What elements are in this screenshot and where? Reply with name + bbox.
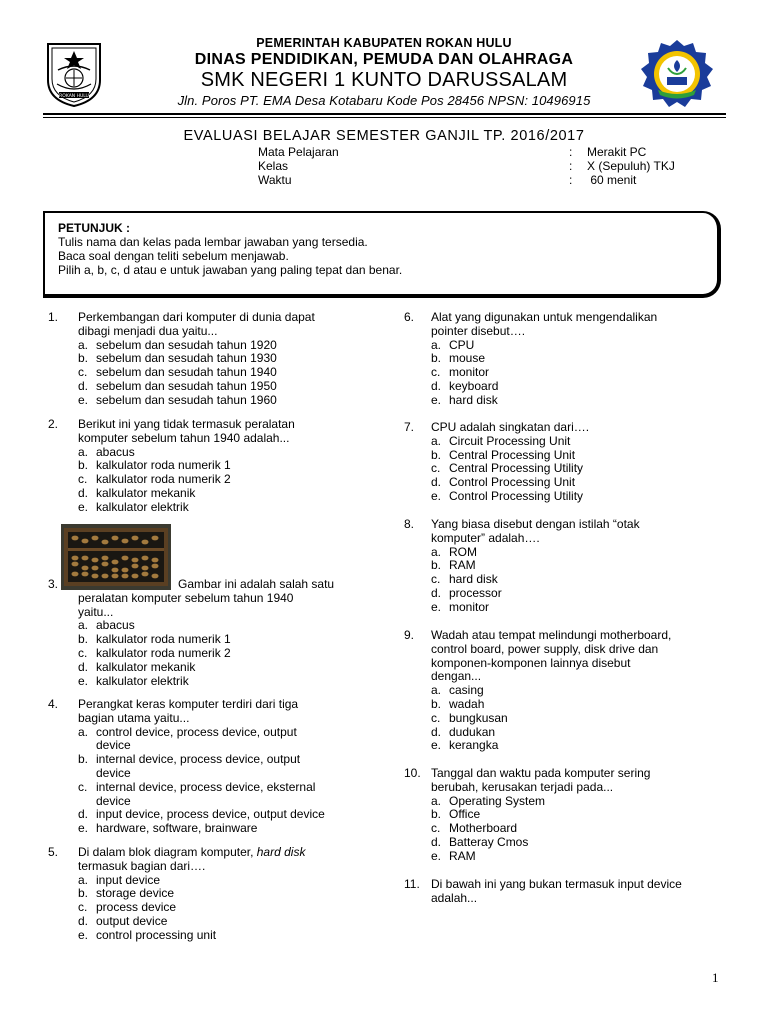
question-number: 9. [404,628,415,642]
instruction-line: Baca soal dengan teliti sebelum menjawab. [58,249,289,263]
option-d: d. sebelum dan sesudah tahun 1950 [78,378,277,393]
option-c: c. Central Processing Utility [431,461,584,476]
option-e: e. control processing unit [78,927,217,942]
option-a: a. input device [78,872,161,887]
option-b: b. Central Processing Unit [431,447,576,462]
question-stem-line: Yang biasa disebut dengan istilah “otak [431,517,640,531]
header-address: Jln. Poros PT. EMA Desa Kotabaru Kode Pos 28456 NPSN: 10496915 [177,93,591,108]
question-number: 10. [404,766,421,780]
question-stem-line: komponen-komponen lainnya disebut [431,655,631,670]
question-stem-line: CPU adalah singkatan dari…. [431,420,590,434]
instruction-line: Pilih a, b, c, d atau e untuk jawaban yang paling tepat dan benar. [58,263,403,277]
question-stem-line: Di bawah ini yang bukan termasuk input device [431,877,682,891]
question-stem-line: komputer sebelum tahun 1940 adalah... [78,430,290,445]
svg-text:ROKAN HULU: ROKAN HULU [59,94,89,99]
question-5 [48,846,388,943]
option-d: d. Control Processing Unit [431,475,576,490]
option-c: c. sebelum dan sesudah tahun 1940 [78,365,277,380]
instructions-title: PETUNJUK : [58,221,131,235]
header-department: DINAS PENDIDIKAN, PEMUDA DAN OLAHRAGA [194,51,574,68]
option-a: a. control device, process device, output device [78,724,297,753]
option-a: a. abacus [78,618,135,633]
option-c: c. internal device, process device, eksternal device [78,779,316,808]
header-government: PEMERINTAH KABUPATEN ROKAN HULU [256,36,512,50]
option-a: a. ROM [431,544,477,559]
option-e: e. hardware, software, brainware [78,821,258,836]
instruction-line: Tulis nama dan kelas pada lembar jawaban yang tersedia. [58,235,368,249]
question-stem-line: Perangkat keras komputer terdiri dari tiga [78,697,299,711]
option-c: c. kalkulator roda numerik 2 [78,645,231,660]
question-stem-line: bagian utama yaitu... [78,710,190,725]
question-2 [48,418,388,515]
instructions [58,221,402,277]
question-7 [404,421,734,504]
exam-meta-time-sep: : [569,173,573,187]
option-e: e. sebelum dan sesudah tahun 1960 [78,392,277,407]
header-school: SMK NEGERI 1 KUNTO DARUSSALAM [200,69,568,91]
option-b: b. sebelum dan sesudah tahun 1930 [78,351,277,366]
question-stem-line: Di dalam blok diagram komputer, hard disk [78,845,306,859]
exam-meta-time-value: 60 menit [587,173,637,187]
meta-label: Waktu [258,173,292,187]
option-d: d. input device, process device, output device [78,807,325,822]
question-3 [48,578,388,688]
question-stem-line: Wadah atau tempat melindungi motherboard, [431,628,672,642]
question-stem-line: adalah... [431,890,478,905]
question-number: 4. [48,697,59,711]
exam-meta-subject-value: Merakit PC [587,145,647,159]
option-b: b. storage device [78,886,175,901]
option-b: b. kalkulator roda numerik 1 [78,458,231,473]
question-number: 1. [48,310,59,324]
question-11 [404,878,734,906]
option-e: e. kalkulator elektrik [78,499,189,514]
option-b: b. internal device, process device, output device [78,752,301,780]
question-stem-line: yaitu... [78,604,114,619]
option-e: e. Control Processing Utility [431,488,584,503]
exam-meta-class-value: X (Sepuluh) TKJ [587,159,675,173]
question-stem-line: berubah, kerusakan terjadi pada... [431,779,614,794]
option-c: c. process device [78,900,177,915]
option-a: a. casing [431,683,484,698]
meta-label: Mata Pelajaran [258,145,339,159]
question-stem-line: dengan... [431,669,482,684]
option-e: e. RAM [431,848,476,863]
option-c: c. Motherboard [431,821,518,836]
option-e: e. kalkulator elektrik [78,673,189,688]
question-10 [404,767,734,864]
question-number: 6. [404,310,415,324]
option-d: d. kalkulator mekanik [78,485,196,500]
option-e: e. kerangka [431,738,499,753]
option-c: c. monitor [431,365,490,380]
option-d: d. output device [78,913,168,928]
question-number: 5. [48,845,59,859]
question-1 [48,311,388,408]
question-stem-line: komputer” adalah…. [431,530,540,545]
option-a: a. sebelum dan sesudah tahun 1920 [78,337,277,352]
exam-meta-class [258,159,288,173]
header-rule-thin [43,117,726,118]
exam-meta-subject [258,145,339,159]
question-4 [48,698,388,836]
question-stem-line: peralatan komputer sebelum tahun 1940 [78,590,294,605]
option-b: b. RAM [431,558,476,573]
option-b: b. wadah [431,696,485,711]
emphasis: hard disk [256,845,306,859]
option-a: a. CPU [431,337,475,352]
option-c: c. kalkulator roda numerik 2 [78,472,231,487]
option-a: a. Circuit Processing Unit [431,433,571,448]
option-b: b. kalkulator roda numerik 1 [78,632,231,647]
question-number: 8. [404,517,415,531]
option-b: b. mouse [431,351,486,366]
option-e: e. monitor [431,599,490,614]
question-stem-line: dibagi menjadi dua yaitu... [78,323,218,338]
page-number: 1 [712,970,719,985]
question-number: 3. [48,577,59,591]
option-d: d. processor [431,585,502,600]
option-c: c. bungkusan [431,710,508,725]
option-d: d. kalkulator mekanik [78,659,196,674]
meta-label: Kelas [258,159,289,173]
question-stem-line: Alat yang digunakan untuk mengendalikan [431,310,658,324]
question-stem-line: Berikut ini yang tidak termasuk peralatan [78,417,295,431]
option-e: e. hard disk [431,392,498,407]
question-stem-line: pointer disebut…. [431,323,526,338]
exam-meta-class-sep: : [569,159,573,173]
option-c: c. hard disk [431,572,498,587]
question-stem-line: Gambar ini adalah salah satu [178,577,335,591]
question-stem-line: termasuk bagian dari…. [78,858,206,873]
exam-title: EVALUASI BELAJAR SEMESTER GANJIL TP. 2016/2017 [183,128,585,144]
question-number: 11. [404,877,420,891]
question-stem-line: Perkembangan dari komputer di dunia dapat [78,310,315,324]
question-stem-line: control board, power supply, disk drive dan [431,641,659,656]
option-d: d. keyboard [431,378,499,393]
option-a: a. abacus [78,444,135,459]
option-d: d. Batteray Cmos [431,834,529,849]
question-8 [404,518,734,615]
option-d: d. dudukan [431,724,496,739]
question-6 [404,311,734,408]
question-number: 2. [48,417,59,431]
exam-meta-time [258,173,292,187]
header-rule-thick [43,113,726,115]
exam-meta-subject-sep: : [569,145,573,159]
question-9 [404,629,734,753]
option-b: b. Office [431,807,481,822]
question-stem-line: Tanggal dan waktu pada komputer sering [431,766,651,780]
question-number: 7. [404,420,415,434]
option-a: a. Operating System [431,793,546,808]
